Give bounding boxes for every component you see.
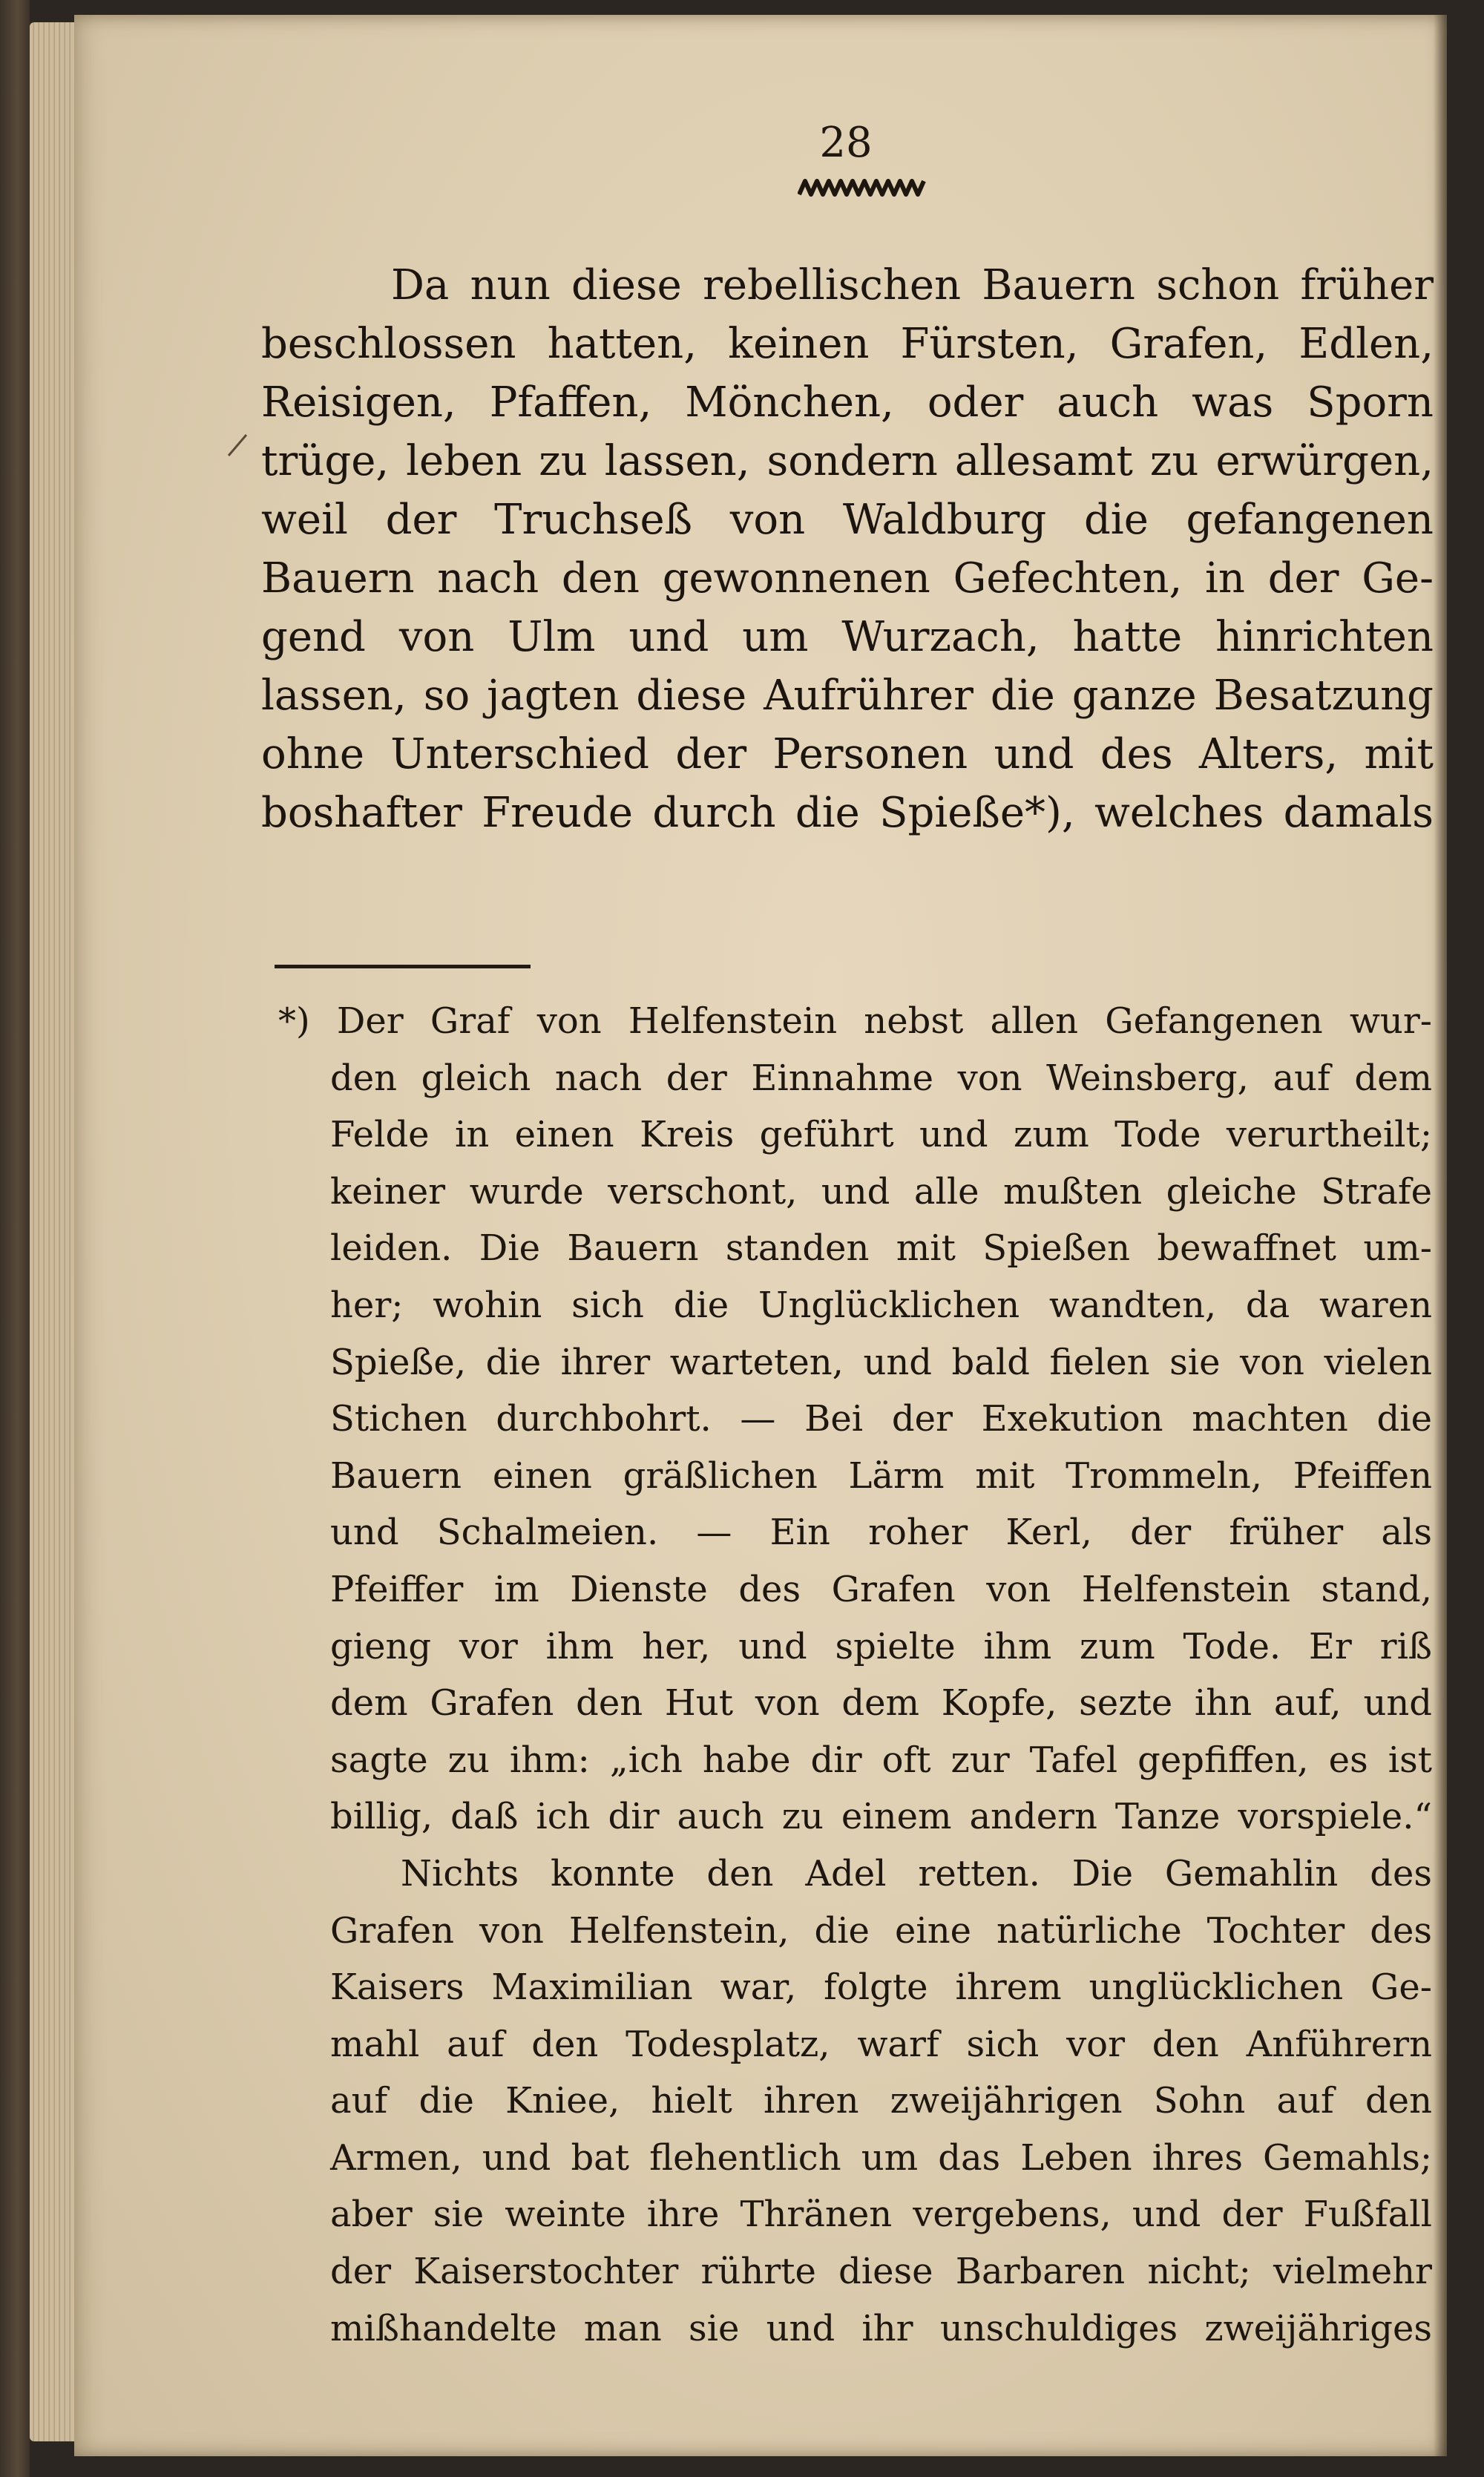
footnote-line: mißhandelte man sie und ihr unschuldiges zweijähriges [330,2307,1432,2349]
footnote-line: den gleich nach der Einnahme von Weinsberg, auf dem [330,1057,1432,1099]
footnote-line: dem Grafen den Hut von dem Kopfe, sezte ihn auf, und [330,1682,1432,1725]
footnote-line: Bauern einen gräßlichen Lärm mit Trommeln, Pfeiffen [330,1454,1432,1497]
footnote-line: aber sie weinte ihre Thränen vergebens, und der Fußfall [330,2194,1432,2236]
ornament-rule [798,177,928,199]
text-line: ohne Unterschied der Personen und des Alters, mit [261,730,1434,778]
footnote-line: gieng vor ihm her, und spielte ihm zum Tode. Er riß [330,1625,1432,1667]
text-line: Reisigen, Pfaffen, Mönchen, oder auch was Sporn [261,378,1434,427]
text-line: Bauern nach den gewonnenen Gefechten, in der Ge- [261,554,1434,603]
footnote-line: Nichts konnte den Adel retten. Die Gemahlin des [401,1852,1432,1894]
footnote-divider [275,965,531,968]
footnote-line: auf die Kniee, hielt ihren zweijährigen Sohn auf den [330,2080,1432,2122]
footnote-line: her; wohin sich die Unglücklichen wandten, da waren [330,1284,1432,1326]
text-line: beschlossen hatten, keinen Fürsten, Grafen, Edlen, [261,320,1434,368]
main-text [261,256,1434,842]
footnote-line: Stichen durchbohrt. — Bei der Exekution machten die [330,1398,1432,1440]
text-line: weil der Truchseß von Waldburg die gefangenen [261,496,1434,544]
footnote-line: Grafen von Helfenstein, die eine natürliche Tochter des [330,1909,1432,1952]
footnote-line: der Kaiserstochter rührte diese Barbaren nicht; vielmehr [330,2251,1432,2293]
text-line: boshafter Freude durch die Spieße*), welches damals [261,789,1434,837]
text-line: gend von Ulm und um Wurzach, hatte hinrichten [261,613,1434,661]
footnote-line: keiner wurde verschont, und alle mußten gleiche Strafe [330,1170,1432,1213]
footnote-line: Felde in einen Kreis geführt und zum Tode verurtheilt; [330,1114,1432,1156]
footnote-line: billig, daß ich dir auch zu einem andern Tanze vorspiele.“ [330,1796,1432,1838]
footnote-line: Armen, und bat flehentlich um das Leben ihres Gemahls; [330,2136,1432,2179]
footnote [278,993,1432,2357]
spine-shadow [1434,15,1447,2456]
footnote-line: mahl auf den Todesplatz, warf sich vor den Anführern [330,2023,1432,2065]
footnote-line: *) Der Graf von Helfenstein nebst allen Gefangenen wur- [278,1000,1432,1042]
footnote-line: Pfeiffer im Dienste des Grafen von Helfenstein stand, [330,1568,1432,1610]
stray-pen-mark [223,430,252,460]
footnote-line: Spieße, die ihrer warteten, und bald fielen sie von vielen [330,1341,1432,1383]
text-line: trüge, leben zu lassen, sondern allesamt zu erwürgen, [261,437,1434,485]
footnote-line: und Schalmeien. — Ein roher Kerl, der früher als [330,1512,1432,1554]
page-number: 28 [819,119,873,167]
text-line: lassen, so jagten diese Aufrührer die ganze Besatzung [261,672,1434,720]
book-cover-edge [0,0,30,2477]
footnote-line: sagte zu ihm: „ich habe dir oft zur Tafel gepfiffen, es ist [330,1739,1432,1781]
footnote-line: Kaisers Maximilian war, folgte ihrem unglücklichen Ge- [330,1966,1432,2009]
footnote-line: leiden. Die Bauern standen mit Spießen bewaffnet um- [330,1227,1432,1270]
text-line: Da nun diese rebellischen Bauern schon früher [391,261,1434,309]
